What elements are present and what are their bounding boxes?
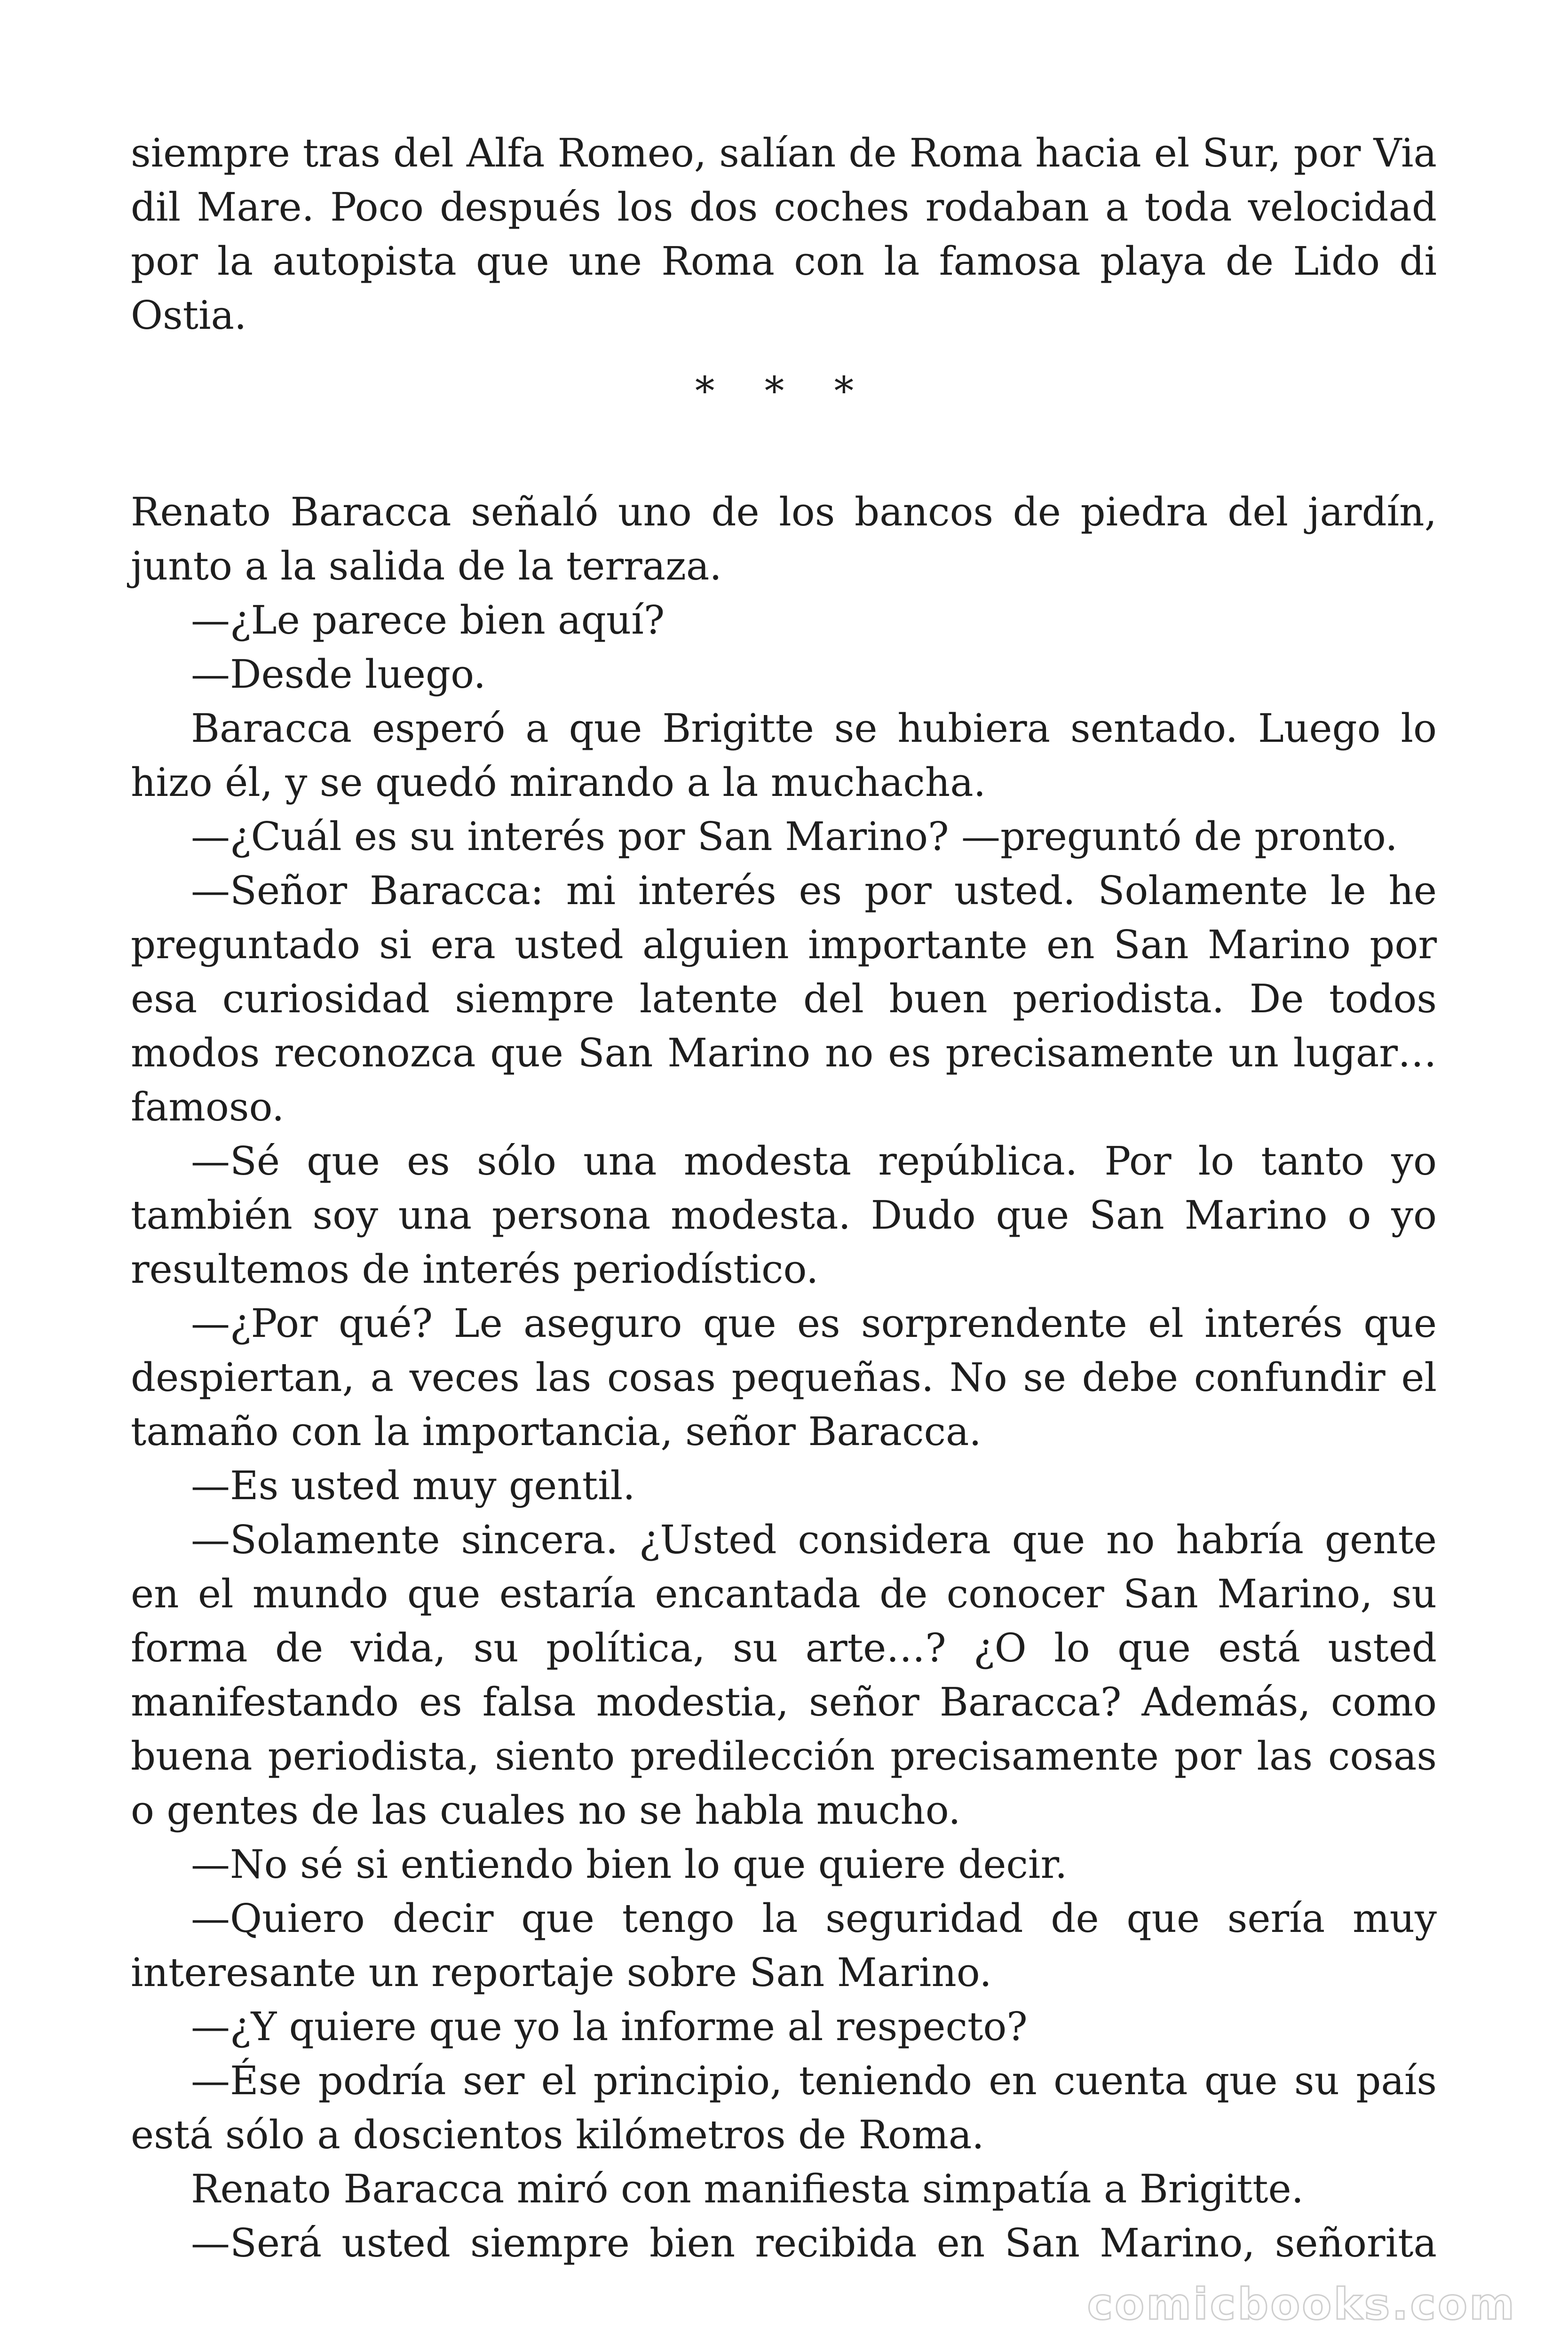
paragraph-15: Renato Baracca miró con manifiesta simpatía a Brigitte. — [191, 2166, 1304, 2212]
paragraph-12: —Quiero decir que tengo la seguridad de que sería muy interesante un reportaje sobre San Marino. — [131, 1896, 1437, 1995]
paragraph-8: —¿Por qué? Le aseguro que es sorprendente el interés que despiertan, a veces las cosas pequeñas. No se debe confundir el tamaño con la importancia, señor Baracca. — [131, 1301, 1437, 1454]
paragraph-1: Renato Baracca señaló uno de los bancos de piedra del jardín, junto a la salida de la terraza. — [131, 489, 1437, 589]
section-separator: * * * — [695, 368, 873, 414]
paragraph-4: Baracca esperó a que Brigitte se hubiera sentado. Luego lo hizo él, y se quedó mirando a la muchacha. — [131, 706, 1437, 805]
paragraph-16: —Será usted siempre bien recibida en San Marino, señorita — [191, 2220, 1437, 2266]
paragraph-7: —Sé que es sólo una modesta república. Por lo tanto yo también soy una persona modesta. Dudo que San Marino o yo resultemos de interés periodístico. — [131, 1138, 1437, 1292]
paragraph-13: —¿Y quiere que yo la informe al respecto? — [191, 2004, 1028, 2050]
paragraph-3: —Desde luego. — [191, 652, 486, 697]
dialogue-block — [131, 485, 1437, 2270]
paragraph-14: —Ése podría ser el principio, teniendo en cuenta que su país está sólo a doscientos kilómetros de Roma. — [131, 2058, 1437, 2158]
paragraph-5: —¿Cuál es su interés por San Marino? —preguntó de pronto. — [191, 814, 1398, 859]
paragraph-6: —Señor Baracca: mi interés es por usted. Solamente le he preguntado si era usted alguien importante en San Marino por esa curiosidad siempre latente del buen periodista. De todos modos reconozca que San Marino no es precisamente un lugar… famoso. — [131, 868, 1437, 1130]
paragraph-10: —Solamente sincera. ¿Usted considera que no habría gente en el mundo que estaría encantada de conocer San Marino, su forma de vida, su política, su arte…? ¿O lo que está usted manifestando es falsa modestia, señor Baracca? Además, como buena periodista, siento predilección precisamente por las cosas o gentes de las cuales no se habla mucho. — [131, 1517, 1437, 1833]
watermark-logo: comicbooks.com — [1087, 2279, 1516, 2329]
paragraph-11: —No sé si entiendo bien lo que quiere decir. — [191, 1842, 1068, 1887]
book-page — [131, 0, 1437, 2352]
paragraph-2: —¿Le parece bien aquí? — [191, 597, 665, 643]
opening-paragraph-block — [131, 126, 1437, 342]
paragraph-9: —Es usted muy gentil. — [191, 1463, 635, 1509]
opening-paragraph: siempre tras del Alfa Romeo, salían de Roma hacia el Sur, por Via dil Mare. Poco después los dos coches rodaban a toda velocidad por la autopista que une Roma con la famosa playa de Lido di Ostia. — [131, 130, 1437, 338]
